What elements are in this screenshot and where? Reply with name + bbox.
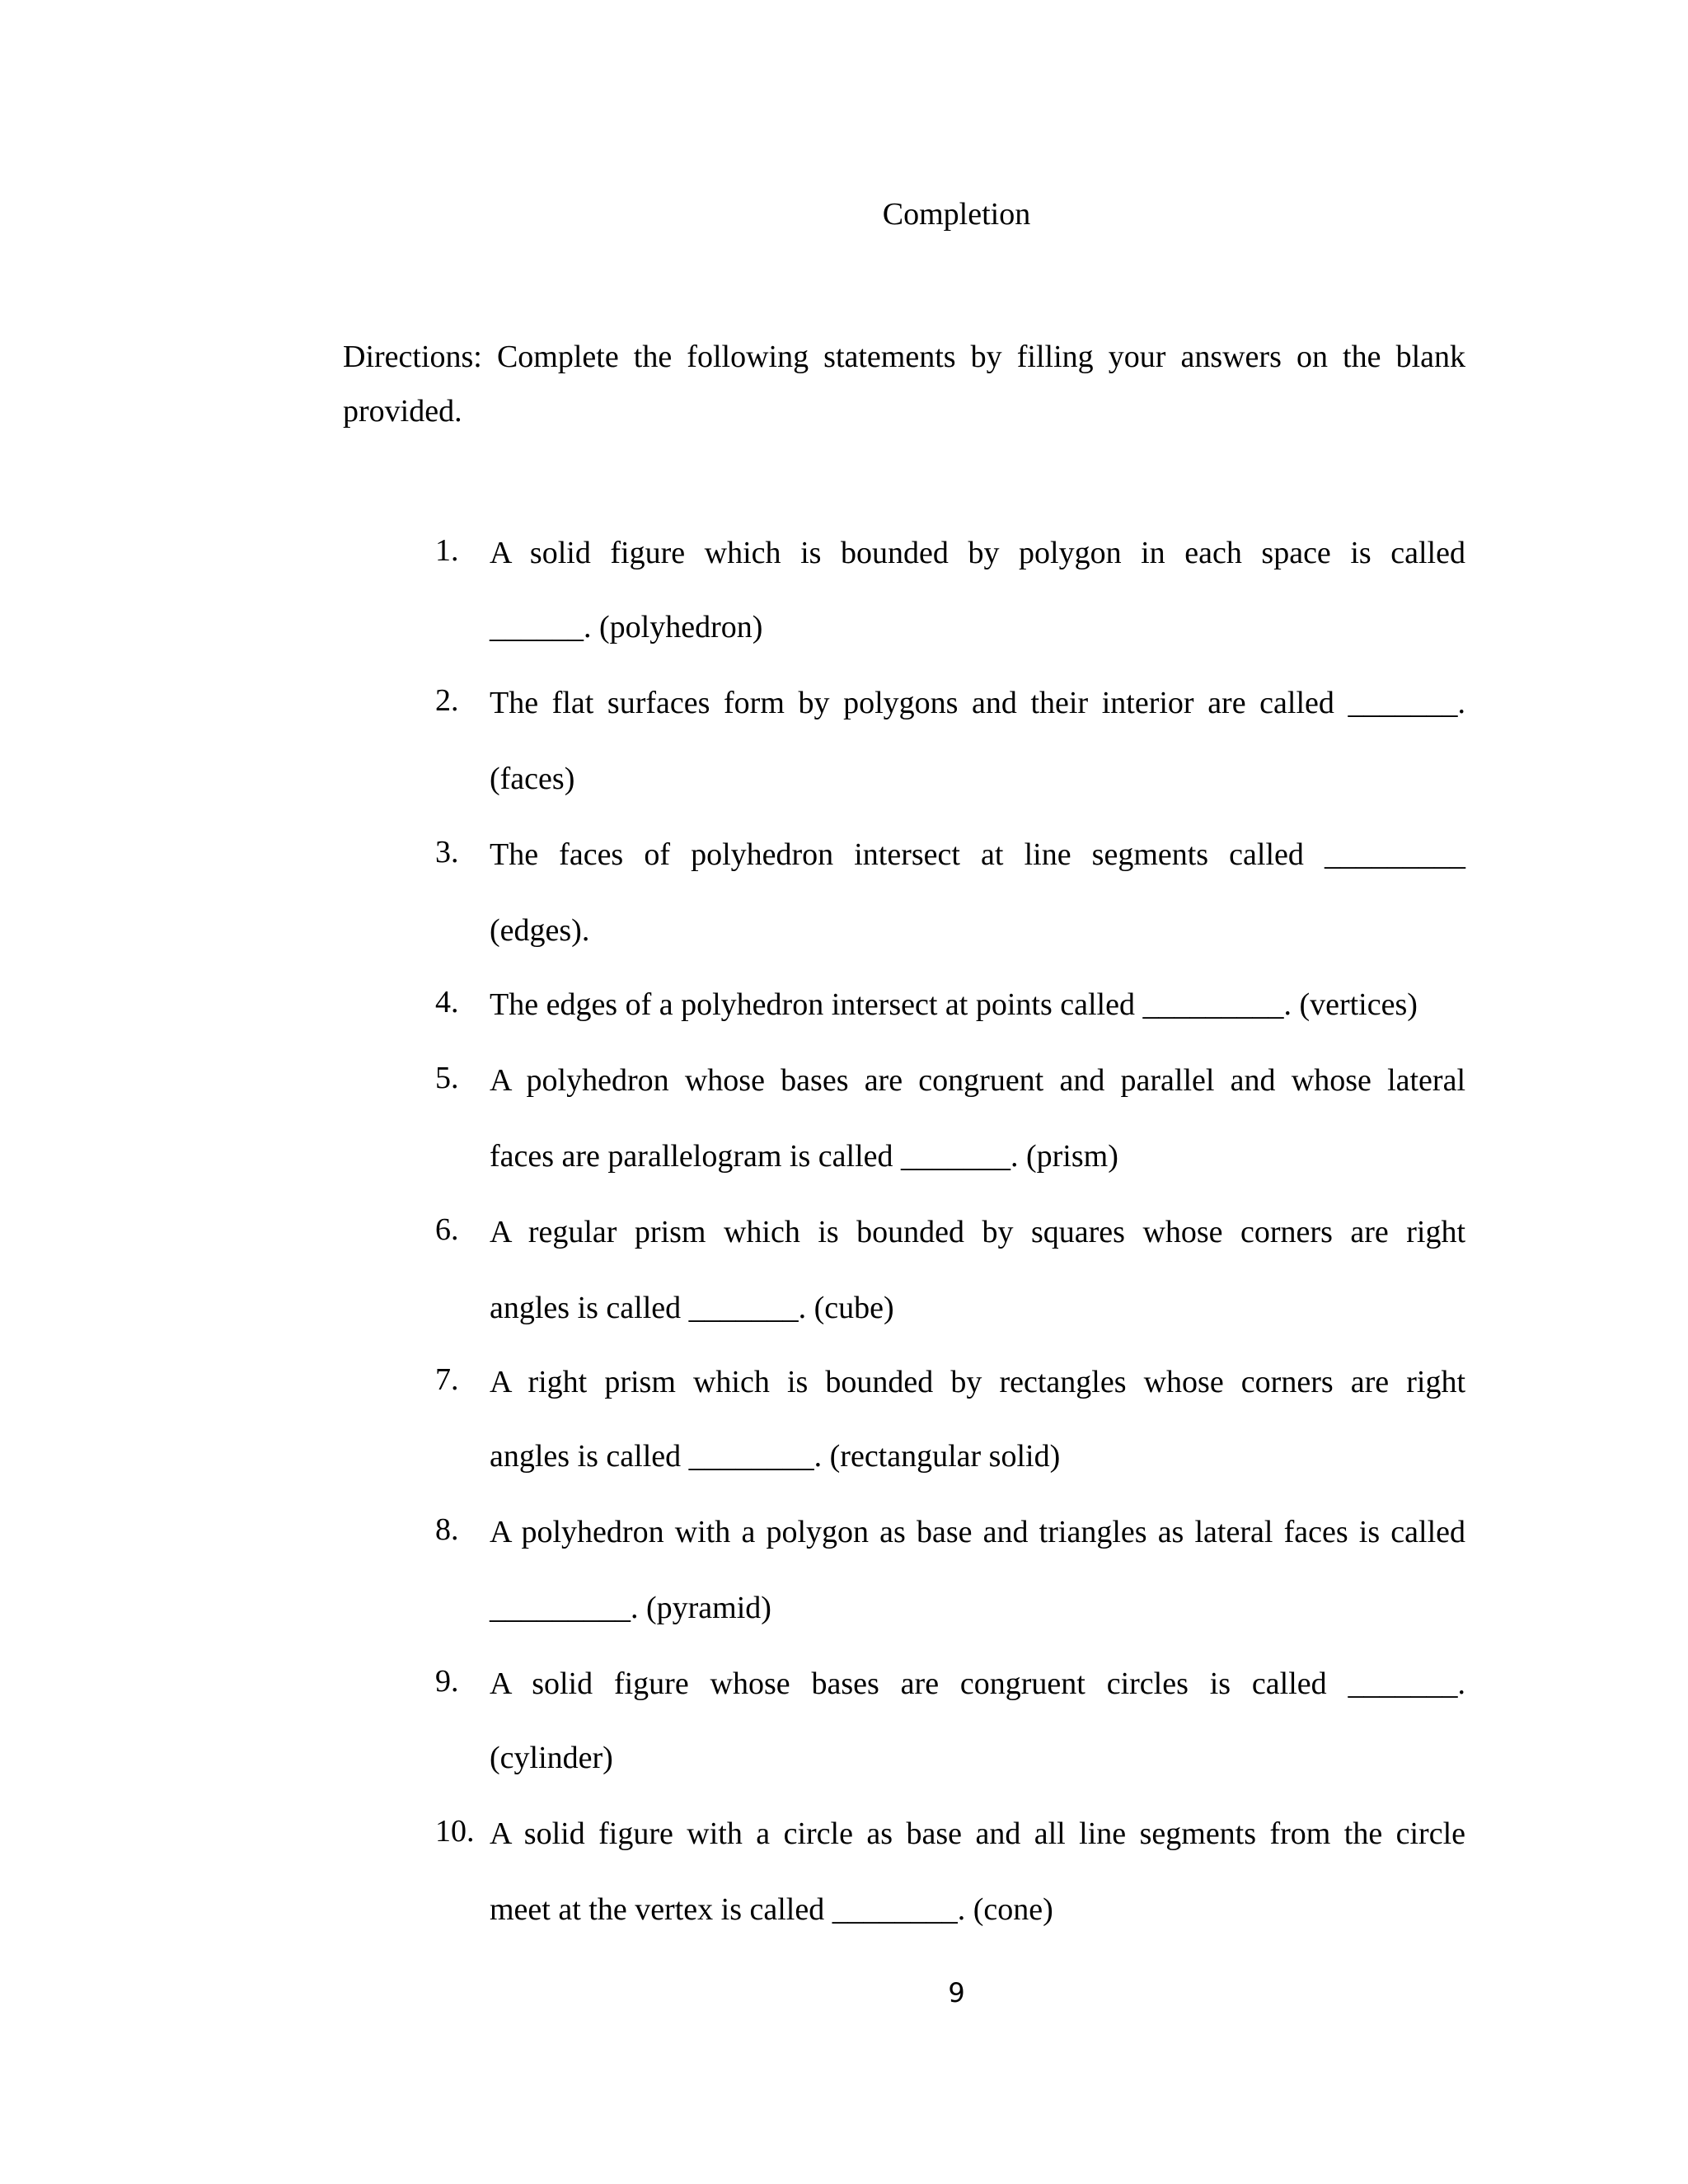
question-text-line-1: A solid figure with a circle as base and all line segments from the circle bbox=[490, 1816, 1465, 1851]
question-text-line-2: (faces) bbox=[490, 762, 575, 796]
question-number: 5. bbox=[435, 1061, 459, 1095]
page-number: 9 bbox=[948, 1977, 965, 2008]
question-number: 4. bbox=[435, 985, 459, 1019]
question-text-line-2: (edges). bbox=[490, 913, 590, 948]
question-number: 7. bbox=[435, 1362, 459, 1397]
question-number: 1. bbox=[435, 533, 459, 568]
question-text-line-2: _________. (pyramid) bbox=[490, 1591, 771, 1625]
question-number: 6. bbox=[435, 1212, 459, 1247]
question-text-line-1: A polyhedron whose bases are congruent and parallel and whose lateral bbox=[490, 1063, 1465, 1098]
question-text-line-2: (cylinder) bbox=[490, 1741, 613, 1775]
question-text-line-2: ______. (polyhedron) bbox=[490, 610, 763, 644]
directions-paragraph: Directions: Complete the following statements by filling your answers on the blank provided. bbox=[343, 340, 1465, 429]
question-number: 3. bbox=[435, 835, 459, 869]
question-text-line-1: The faces of polyhedron intersect at line segments called _________ bbox=[490, 837, 1465, 872]
question-number: 2. bbox=[435, 683, 459, 718]
question-text-line-1: A solid figure which is bounded by polygon in each space is called bbox=[490, 536, 1465, 570]
question-text-line-1: A solid figure whose bases are congruent circles is called _______. bbox=[490, 1666, 1465, 1701]
question-text-line-1: A right prism which is bounded by rectangles whose corners are right bbox=[490, 1365, 1465, 1399]
question-text-line-2: meet at the vertex is called ________. (cone) bbox=[490, 1892, 1053, 1927]
question-number: 8. bbox=[435, 1512, 459, 1547]
question-text-line-1: The flat surfaces form by polygons and their interior are called _______. bbox=[490, 686, 1465, 720]
question-number: 9. bbox=[435, 1664, 459, 1699]
question-number: 10. bbox=[435, 1814, 475, 1849]
question-text-line-1: The edges of a polyhedron intersect at points called _________. (vertices) bbox=[490, 987, 1418, 1022]
question-text-line-2: faces are parallelogram is called _______. (prism) bbox=[490, 1139, 1118, 1174]
page-title: Completion bbox=[882, 197, 1031, 232]
question-text-line-1: A polyhedron with a polygon as base and triangles as lateral faces is called bbox=[490, 1515, 1465, 1549]
question-text-line-2: angles is called _______. (cube) bbox=[490, 1291, 894, 1325]
question-text-line-1: A regular prism which is bounded by squares whose corners are right bbox=[490, 1215, 1465, 1249]
question-text-line-2: angles is called ________. (rectangular solid) bbox=[490, 1439, 1061, 1474]
